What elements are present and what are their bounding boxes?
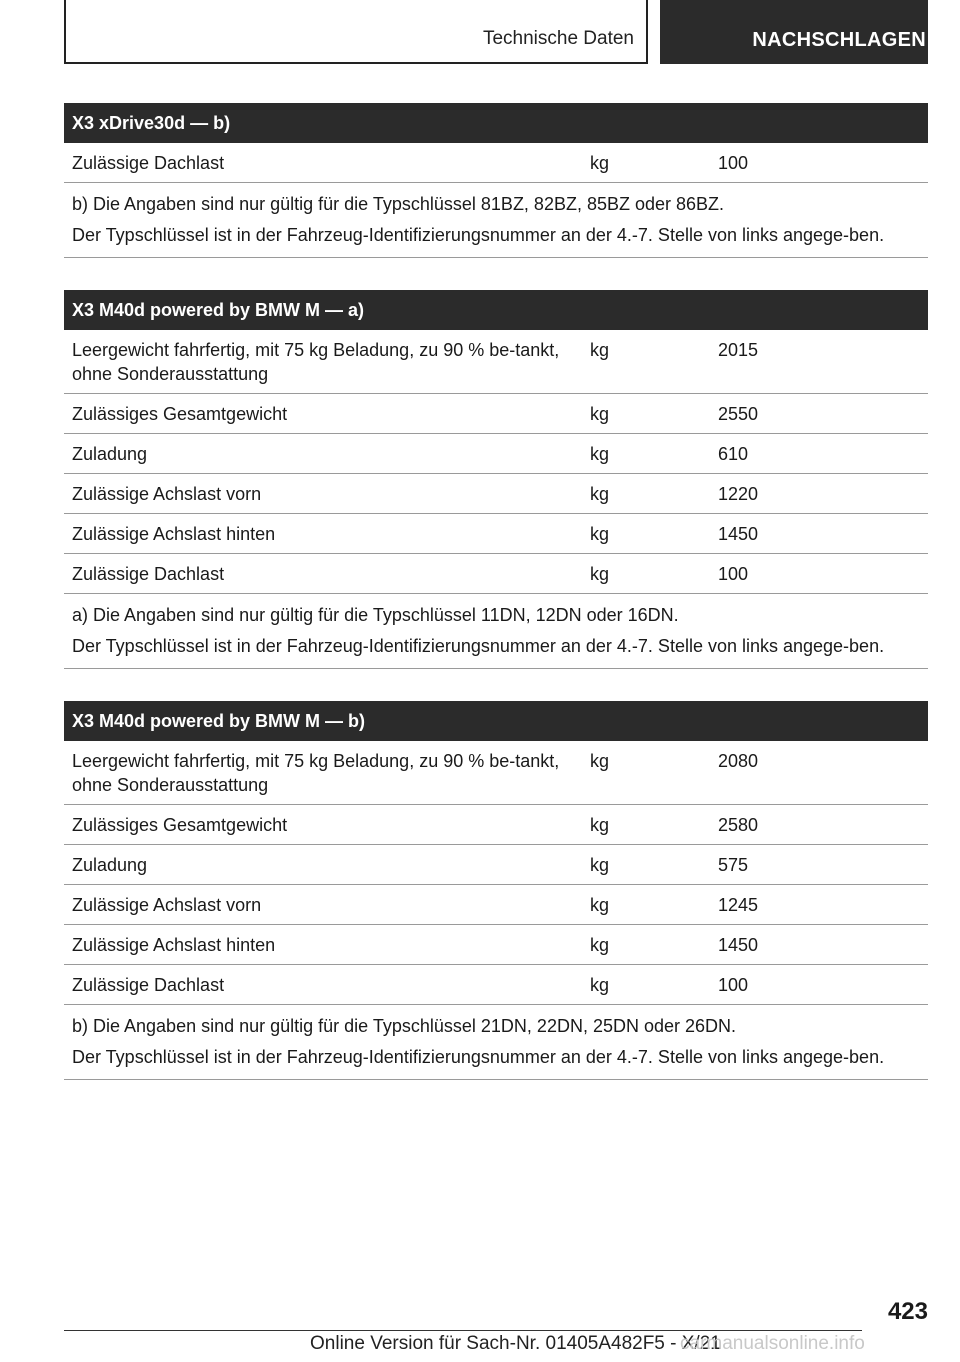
table-title: X3 M40d powered by BMW M — a) <box>64 290 928 330</box>
table-row <box>64 965 928 1005</box>
row-unit: kg <box>590 444 610 464</box>
row-unit: kg <box>590 484 610 504</box>
table-row <box>64 143 928 183</box>
row-label: Zulässige Dachlast <box>72 153 225 173</box>
row-value: 2080 <box>718 751 759 771</box>
row-value: 1450 <box>718 524 759 544</box>
row-label: Zulässiges Gesamtgewicht <box>72 815 288 835</box>
chapter-title: NACHSCHLAGEN <box>752 29 926 51</box>
row-value: 1245 <box>718 895 759 915</box>
row-label: Leergewicht fahrfertig, mit 75 kg Beladung, zu 90 % be‐tankt, ohne Sonderausstattung <box>72 340 560 384</box>
page-header <box>64 0 928 66</box>
row-unit: kg <box>590 340 610 360</box>
row-unit: kg <box>590 975 610 995</box>
row-label: Zulässiges Gesamtgewicht <box>72 404 288 424</box>
row-value: 100 <box>718 975 749 995</box>
row-value: 2580 <box>718 815 759 835</box>
row-label: Leergewicht fahrfertig, mit 75 kg Beladung, zu 90 % be‐tankt, ohne Sonderausstattung <box>72 751 560 795</box>
page-number: 423 <box>887 1298 928 1325</box>
row-value: 2550 <box>718 404 759 424</box>
row-unit: kg <box>590 751 610 771</box>
table-row <box>64 474 928 514</box>
weight-table-x3-m40d-b <box>64 701 928 1080</box>
row-value: 2015 <box>718 340 759 360</box>
table-row <box>64 885 928 925</box>
row-unit: kg <box>590 524 610 544</box>
row-value: 100 <box>718 153 749 173</box>
row-value: 610 <box>718 444 749 464</box>
row-unit: kg <box>590 564 610 584</box>
row-value: 1220 <box>718 484 759 504</box>
note-type-key: Der Typschlüssel ist in der Fahrzeug-Identifizierungsnummer an der 4.-7. Stelle von links angege‐ben. <box>72 225 885 245</box>
row-unit: kg <box>590 935 610 955</box>
row-label: Zuladung <box>72 855 148 875</box>
row-value: 100 <box>718 564 749 584</box>
row-unit: kg <box>590 855 610 875</box>
row-label: Zulässige Dachlast <box>72 975 225 995</box>
table-notes <box>64 594 928 669</box>
table-notes <box>64 183 928 258</box>
section-tab <box>64 0 648 64</box>
table-row <box>64 394 928 434</box>
footer-divider <box>64 1330 862 1331</box>
row-unit: kg <box>590 153 610 173</box>
table-row <box>64 741 928 805</box>
note-type-key: Der Typschlüssel ist in der Fahrzeug-Identifizierungsnummer an der 4.-7. Stelle von links angege‐ben. <box>72 1047 885 1067</box>
table-row <box>64 845 928 885</box>
content <box>64 103 928 1112</box>
row-unit: kg <box>590 895 610 915</box>
table-title: X3 xDrive30d — b) <box>64 103 928 143</box>
table-row <box>64 554 928 594</box>
note-applicability: a) Die Angaben sind nur gültig für die Typschlüssel 11DN, 12DN oder 16DN. <box>72 605 679 625</box>
table-title: X3 M40d powered by BMW M — b) <box>64 701 928 741</box>
note-type-key: Der Typschlüssel ist in der Fahrzeug-Identifizierungsnummer an der 4.-7. Stelle von links angege‐ben. <box>72 636 885 656</box>
table-row <box>64 330 928 394</box>
row-label: Zuladung <box>72 444 148 464</box>
row-value: 1450 <box>718 935 759 955</box>
row-value: 575 <box>718 855 749 875</box>
note-applicability: b) Die Angaben sind nur gültig für die Typschlüssel 81BZ, 82BZ, 85BZ oder 86BZ. <box>72 194 725 214</box>
row-unit: kg <box>590 815 610 835</box>
watermark: carmanualsonline.info <box>680 1333 865 1354</box>
table-row <box>64 925 928 965</box>
row-label: Zulässige Achslast vorn <box>72 895 262 915</box>
chapter-tab <box>660 0 928 64</box>
row-label: Zulässige Dachlast <box>72 564 225 584</box>
row-label: Zulässige Achslast hinten <box>72 935 276 955</box>
section-title: Technische Daten <box>482 28 634 49</box>
table-row <box>64 514 928 554</box>
weight-table-x3-xdrive30d-b <box>64 103 928 258</box>
table-notes <box>64 1005 928 1080</box>
row-label: Zulässige Achslast hinten <box>72 524 276 544</box>
table-row <box>64 434 928 474</box>
table-row <box>64 805 928 845</box>
row-label: Zulässige Achslast vorn <box>72 484 262 504</box>
note-applicability: b) Die Angaben sind nur gültig für die Typschlüssel 21DN, 22DN, 25DN oder 26DN. <box>72 1016 737 1036</box>
footer-text: Online Version für Sach-Nr. 01405A482F5 - X/21 <box>310 1333 721 1354</box>
row-unit: kg <box>590 404 610 424</box>
weight-table-x3-m40d-a <box>64 290 928 669</box>
